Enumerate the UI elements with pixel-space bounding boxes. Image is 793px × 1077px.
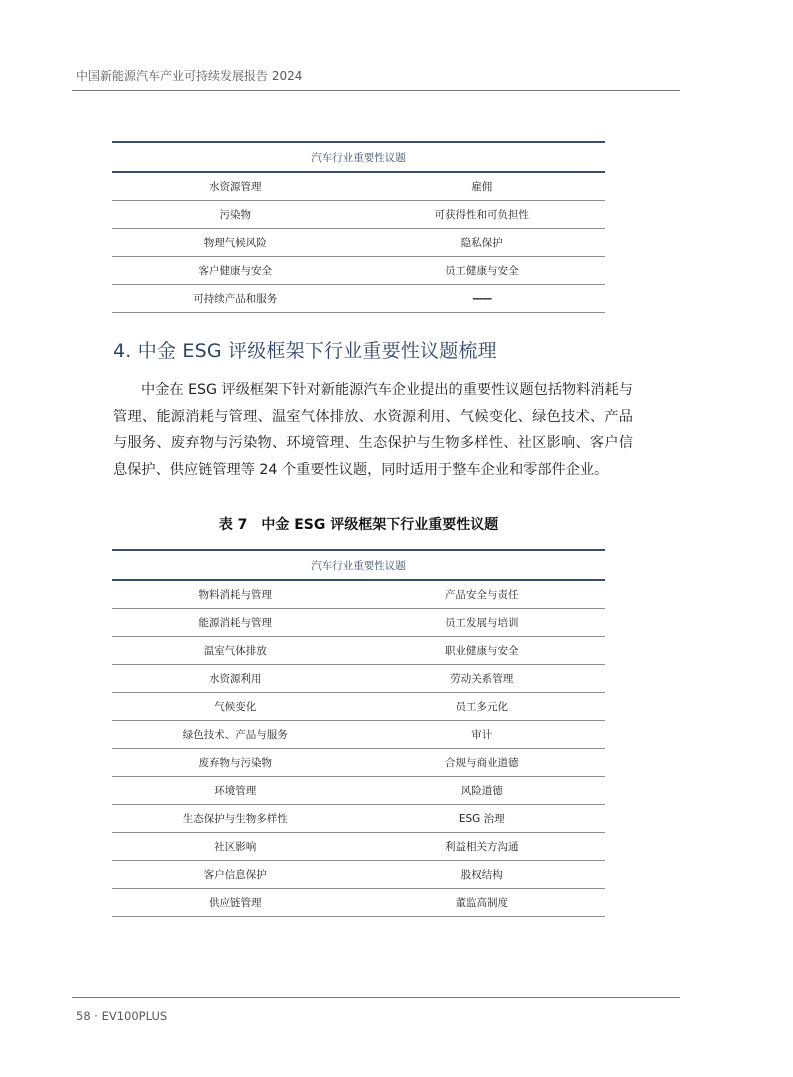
table-cell: 隐私保护 — [359, 229, 606, 257]
table-cell: 水资源管理 — [112, 172, 359, 201]
table-header: 汽车行业重要性议题 — [112, 550, 605, 580]
table-cell: 股权结构 — [359, 861, 606, 889]
table-row — [112, 721, 605, 749]
table-cell: 利益相关方沟通 — [359, 833, 606, 861]
table-row — [112, 637, 605, 665]
table-cell: 能源消耗与管理 — [112, 609, 359, 637]
table-row — [112, 889, 605, 917]
table-header: 汽车行业重要性议题 — [112, 142, 605, 172]
table-cell: 合规与商业道德 — [359, 749, 606, 777]
table-cell: 可获得性和可负担性 — [359, 201, 606, 229]
table-row — [112, 201, 605, 229]
table-row — [112, 693, 605, 721]
footer-divider — [72, 997, 680, 998]
table-cell: 废弃物与污染物 — [112, 749, 359, 777]
table-row — [112, 580, 605, 609]
table-caption: 表 7 中金 ESG 评级框架下行业重要性议题 — [218, 517, 499, 533]
table-row — [112, 257, 605, 285]
table-row — [112, 777, 605, 805]
table-cell: 员工发展与培训 — [359, 609, 606, 637]
table-cell: 产品安全与责任 — [359, 580, 606, 609]
table-cell: 可持续产品和服务 — [112, 285, 359, 313]
table-cell: 员工健康与安全 — [359, 257, 606, 285]
table-cell: 生态保护与生物多样性 — [112, 805, 359, 833]
table-cell: 污染物 — [112, 201, 359, 229]
table-cell: 董监高制度 — [359, 889, 606, 917]
table-cell: 物理气候风险 — [112, 229, 359, 257]
table-cell: 物料消耗与管理 — [112, 580, 359, 609]
table-cell: 气候变化 — [112, 693, 359, 721]
table-row — [112, 805, 605, 833]
table-cell: 环境管理 — [112, 777, 359, 805]
running-header: 中国新能源汽车产业可持续发展报告 2024 — [76, 69, 303, 83]
table-cell: 审计 — [359, 721, 606, 749]
table-cell: ESG 治理 — [359, 805, 606, 833]
table-row — [112, 833, 605, 861]
page-footer: 58 · EV100PLUS — [76, 1009, 168, 1023]
table-cell-empty-dash: —— — [359, 285, 606, 313]
table-cell: 客户信息保护 — [112, 861, 359, 889]
table-row — [112, 285, 605, 313]
table-row — [112, 665, 605, 693]
table-row — [112, 749, 605, 777]
table-row — [112, 172, 605, 201]
table-cell: 客户健康与安全 — [112, 257, 359, 285]
table-cell: 供应链管理 — [112, 889, 359, 917]
table-row — [112, 609, 605, 637]
header-divider — [72, 90, 680, 91]
industry-topics-table — [112, 141, 605, 313]
table-cell: 劳动关系管理 — [359, 665, 606, 693]
table-cell: 社区影响 — [112, 833, 359, 861]
table-cell: 职业健康与安全 — [359, 637, 606, 665]
table-cell: 员工多元化 — [359, 693, 606, 721]
table-cell: 水资源利用 — [112, 665, 359, 693]
table-cell: 温室气体排放 — [112, 637, 359, 665]
table-row — [112, 861, 605, 889]
table-cell: 风险道德 — [359, 777, 606, 805]
table-row — [112, 229, 605, 257]
body-paragraph: 中金在 ESG 评级框架下针对新能源汽车企业提出的重要性议题包括物料消耗与管理、能源消耗与管理、温室气体排放、水资源利用、气候变化、绿色技术、产品与服务、废弃物与污染物、环境管理、生态保护与生物多样性、社区影响、客户信息保护、供应链管理等 24 个重要性议题，同时适用于整车企业和零部件企业。 — [113, 382, 633, 478]
table-cell: 绿色技术、产品与服务 — [112, 721, 359, 749]
section-heading: 4. 中金 ESG 评级框架下行业重要性议题梳理 — [113, 340, 497, 362]
cicc-esg-topics-table — [112, 549, 605, 917]
table-cell: 雇佣 — [359, 172, 606, 201]
